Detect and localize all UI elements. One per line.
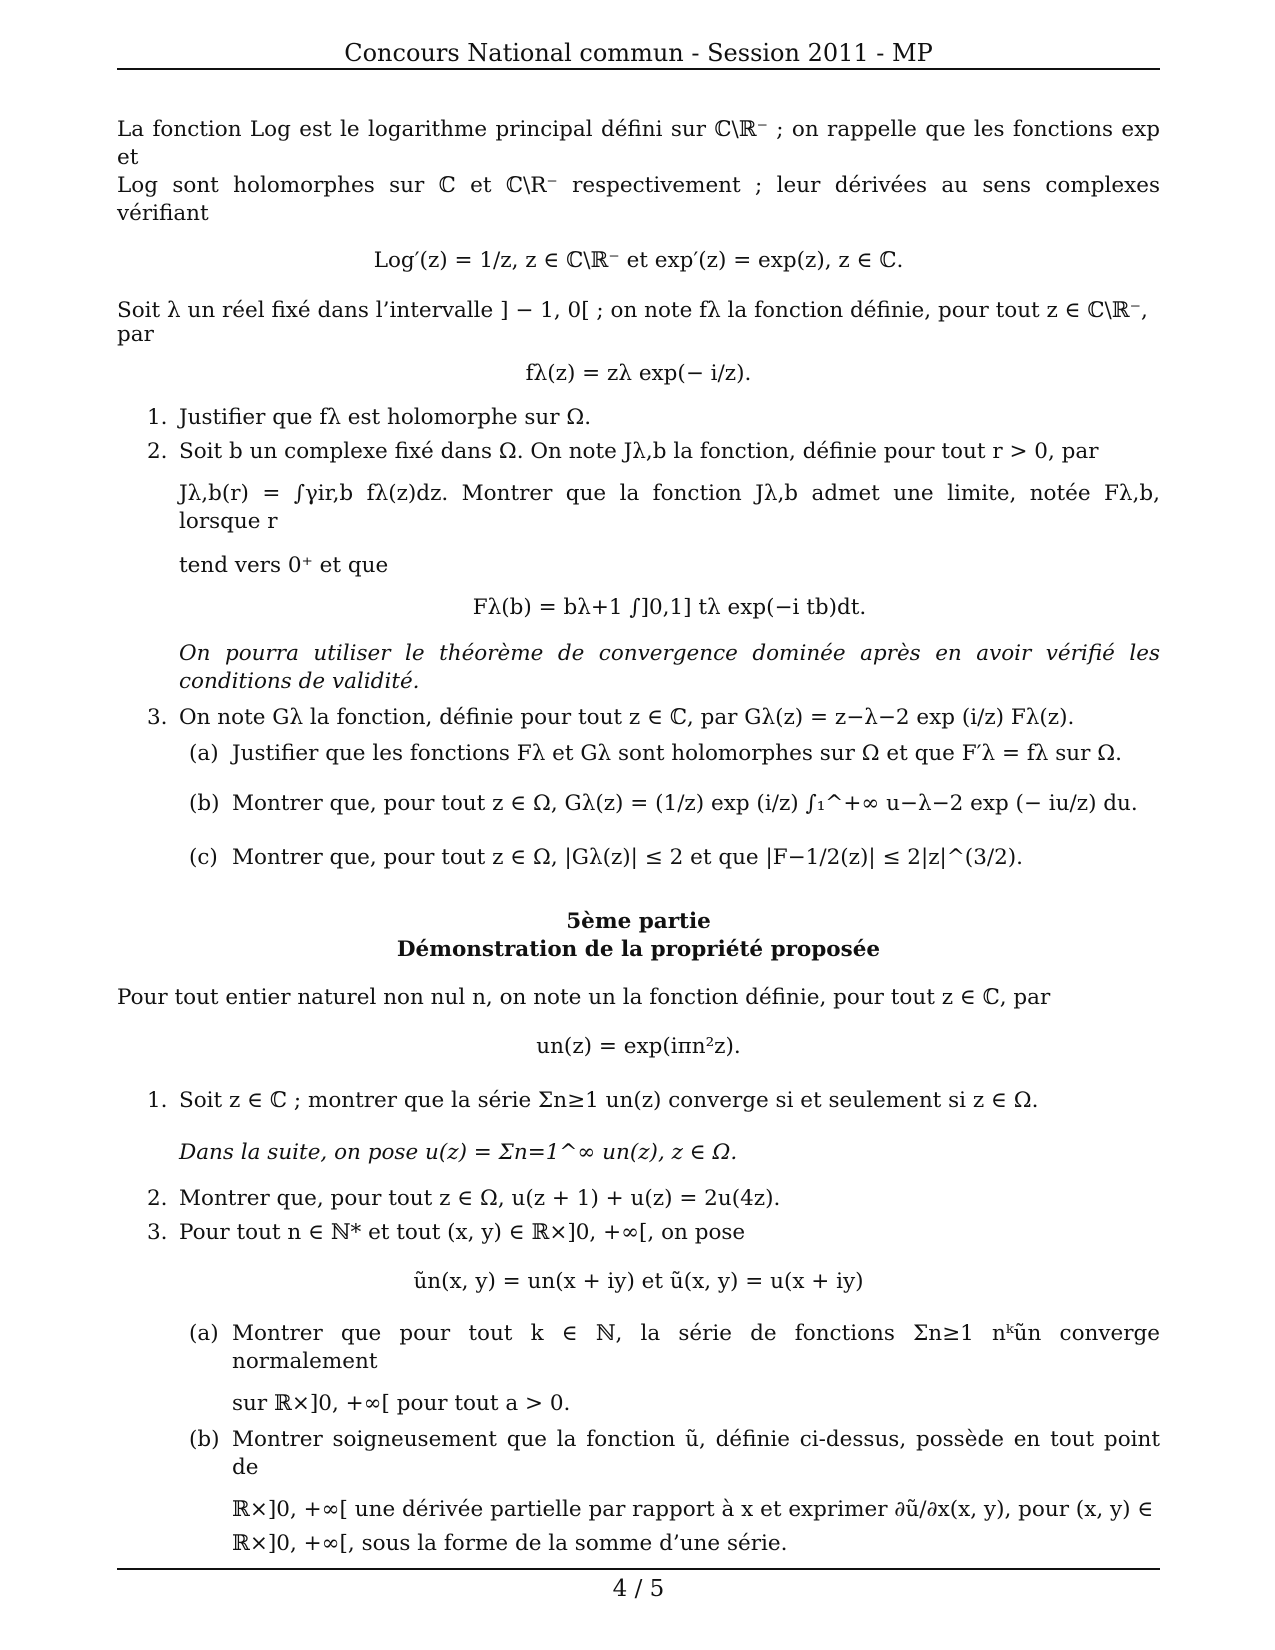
- note-text: Dans la suite, on pose u(z) = Σn=1^∞ un(z), z ∈ Ω.: [179, 1140, 738, 1165]
- sub-text: Montrer que, pour tout z ∈ Ω, Gλ(z) = (1/z) exp (i/z) ∫₁^+∞ u−λ−2 exp (− iu/z) du.: [232, 791, 1138, 816]
- sub-text-3: ℝ×]0, +∞[, sous la forme de la somme d’une série.: [232, 1531, 788, 1556]
- part-title: 5ème partie: [566, 909, 711, 934]
- page-number: 4 / 5: [612, 1576, 665, 1602]
- part5-question-3a: [117, 1320, 1160, 1418]
- part5-question-1: [117, 1087, 1160, 1115]
- question-number: 2.: [147, 1186, 168, 1211]
- question-text-a: Soit b un complexe fixé dans Ω. On note Jλ,b la fonction, définie pour tout r > 0, par: [179, 439, 1099, 464]
- sub-label: (a): [189, 1321, 219, 1346]
- part-subtitle: Démonstration de la propriété proposée: [396, 937, 881, 962]
- part5-question-3b: [117, 1426, 1160, 1558]
- page-header: Concours National commun - Session 2011 - MP: [344, 39, 933, 67]
- question-number: 3.: [147, 1220, 168, 1245]
- question-3: [117, 704, 1160, 732]
- definition-line-1: Soit λ un réel fixé dans l’intervalle ] − 1, 0[ ; on note fλ la fonction définie, pour tout z ∈ ℂ\ℝ⁻,: [117, 298, 1148, 323]
- question-hint: On pourra utiliser le théorème de convergence dominée après en avoir vérifié les conditions de validité.: [179, 641, 1160, 694]
- question-text: Pour tout n ∈ ℕ* et tout (x, y) ∈ ℝ×]0, +∞[, on pose: [179, 1220, 746, 1245]
- question-2: [117, 438, 1160, 696]
- page-content: [117, 38, 1160, 1558]
- question-3a: [117, 740, 1160, 768]
- u-tilde-equation: ũn(x, y) = un(x + iy) et ũ(x, y) = u(x + iy): [413, 1269, 864, 1294]
- sub-label: (b): [189, 1427, 220, 1452]
- question-number: 3.: [147, 705, 168, 730]
- sub-text-1: Montrer soigneusement que la fonction ũ, définie ci-dessus, possède en tout point de: [232, 1427, 1160, 1480]
- question-text: Justifier que fλ est holomorphe sur Ω.: [179, 405, 592, 430]
- log-derivative-equation: Log′(z) = 1/z, z ∈ ℂ\ℝ⁻ et exp′(z) = exp(z), z ∈ ℂ.: [373, 248, 904, 273]
- sub-label: (c): [189, 845, 218, 870]
- part5-question-3: [117, 1219, 1160, 1247]
- question-text: On note Gλ la fonction, définie pour tout z ∈ ℂ, par Gλ(z) = z−λ−2 exp (i/z) Fλ(z).: [179, 705, 1075, 730]
- u-n-equation: un(z) = exp(iπn²z).: [536, 1034, 741, 1059]
- F-lambda-equation: Fλ(b) = bλ+1 ∫]0,1] tλ exp(−i tb)dt.: [472, 595, 867, 620]
- question-number: 1.: [147, 405, 168, 430]
- sub-text-2: ℝ×]0, +∞[ une dérivée partielle par rapport à x et exprimer ∂ũ/∂x(x, y), pour (x, y) ∈: [232, 1497, 1154, 1522]
- question-3c: [117, 844, 1160, 872]
- question-3b: [117, 790, 1160, 818]
- question-number: 1.: [147, 1088, 168, 1113]
- question-1: [117, 404, 1160, 432]
- question-text: Montrer que, pour tout z ∈ Ω, u(z + 1) + u(z) = 2u(4z).: [179, 1186, 781, 1211]
- sub-text-2: sur ℝ×]0, +∞[ pour tout a > 0.: [232, 1391, 571, 1416]
- question-text-b: Jλ,b(r) = ∫γir,b fλ(z)dz. Montrer que la fonction Jλ,b admet une limite, notée Fλ,b, lorsque r: [179, 481, 1160, 534]
- question-text-c: tend vers 0⁺ et que: [179, 553, 389, 578]
- part5-question-1-note: [117, 1139, 1160, 1167]
- sub-label: (a): [189, 741, 219, 766]
- intro-line-2: Log sont holomorphes sur ℂ et ℂ\R⁻ respectivement ; leur dérivées au sens complexes vérifiant: [117, 173, 1160, 226]
- sub-text: Montrer que, pour tout z ∈ Ω, |Gλ(z)| ≤ 2 et que |F−1/2(z)| ≤ 2|z|^(3/2).: [232, 845, 1024, 870]
- sub-text-1: Montrer que pour tout k ∈ ℕ, la série de fonctions Σn≥1 nᵏũn converge normalement: [232, 1321, 1160, 1374]
- f-lambda-equation: fλ(z) = zλ exp(− i/z).: [525, 361, 752, 386]
- part5-question-2: [117, 1185, 1160, 1213]
- question-text: Soit z ∈ ℂ ; montrer que la série Σn≥1 un(z) converge si et seulement si z ∈ Ω.: [179, 1088, 1039, 1113]
- definition-line-2: par: [117, 322, 154, 347]
- footer-rule: [117, 1568, 1160, 1570]
- sub-text: Justifier que les fonctions Fλ et Gλ sont holomorphes sur Ω et que F′λ = fλ sur Ω.: [232, 741, 1122, 766]
- page-footer: [117, 1568, 1160, 1602]
- part5-intro: Pour tout entier naturel non nul n, on note un la fonction définie, pour tout z ∈ ℂ, par: [117, 985, 1051, 1010]
- sub-label: (b): [189, 791, 220, 816]
- question-number: 2.: [147, 439, 168, 464]
- intro-line-1: La fonction Log est le logarithme principal défini sur ℂ\ℝ⁻ ; on rappelle que les fonctions exp et: [117, 117, 1160, 170]
